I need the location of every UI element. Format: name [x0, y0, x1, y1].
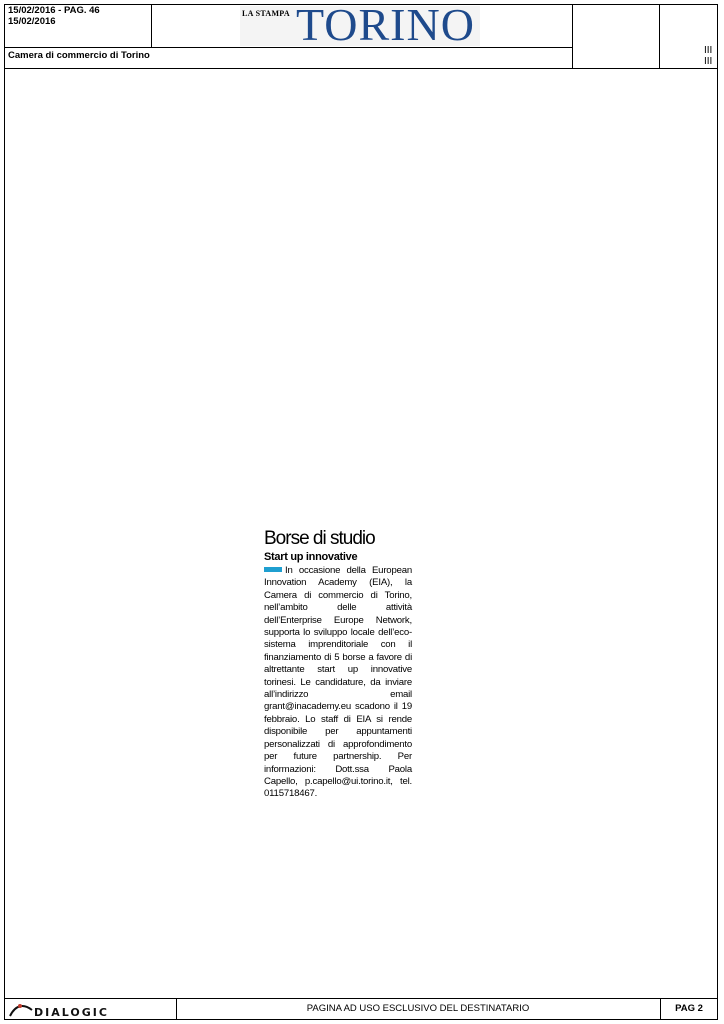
header-divider [4, 47, 572, 48]
article-subtitle: Start up innovative [264, 551, 358, 563]
date-label: 15/02/2016 [8, 16, 56, 27]
footer-page-number: PAG 2 [675, 1003, 703, 1014]
logo-big-text: TORINO [296, 0, 475, 50]
date-page-label: 15/02/2016 - PAG. 46 [8, 5, 100, 16]
newspaper-logo [240, 0, 480, 50]
article-body-paragraph [264, 565, 412, 801]
footer-note: PAGINA AD USO ESCLUSIVO DEL DESTINATARIO [306, 1003, 530, 1014]
section-mark: III [704, 45, 713, 56]
clipping-header [4, 0, 718, 70]
clipping-footer [4, 998, 718, 1021]
article-title: Borse di studio [264, 528, 375, 549]
page-frame [4, 0, 718, 1020]
header-separator [572, 4, 573, 69]
header-divider-bottom [4, 68, 718, 69]
logo-small-text: LA STAMPA [242, 9, 290, 18]
brand-name: DIALOGIC [34, 1006, 109, 1019]
header-separator [151, 4, 152, 47]
paragraph-marker-icon [264, 567, 282, 572]
source-label: Camera di commercio di Torino [8, 50, 150, 61]
article-body: In occasione della European Innovation Academy (EIA), la Camera di commercio di Torino, nell’ambito delle attività dell’Enterprise Europe Network, supporta lo sviluppo locale dell’eco-sistema imprenditoriale con il finanziamento di 5 borse a favore di altrettante start up innovative torinesi. Le candidature, da inviare all’indirizzo email grant@inacademy.eu scadono il 19 febbraio. Lo staff di EIA si rende disponibile per appuntamenti personalizzati di approfondimento per future partnership. Per informazioni: Dott.ssa Paola Capello, p.capello@ui.torino.it, tel. 0115718467. [264, 565, 412, 800]
brand-logo [8, 1002, 168, 1019]
header-separator [659, 4, 660, 69]
brand-swoosh-icon [8, 1002, 34, 1019]
article [264, 528, 412, 801]
section-mark: III [704, 56, 713, 67]
